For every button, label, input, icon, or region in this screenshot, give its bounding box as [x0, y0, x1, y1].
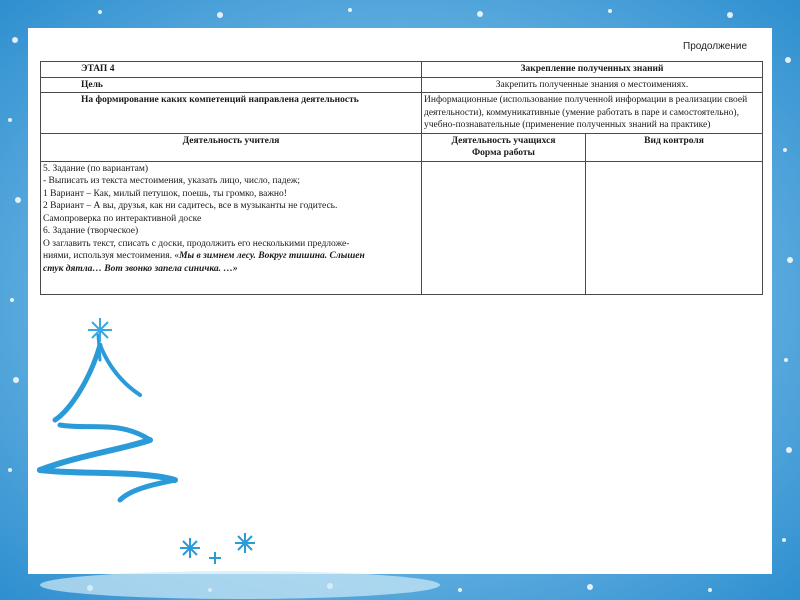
- goal-value-cell: Закрепить полученные знания о местоимениях.: [422, 77, 763, 93]
- quote-text-part2: стук дятла… Вот звонко запела синичка. …»: [43, 263, 238, 274]
- table-row-goal: [41, 77, 763, 93]
- header-control-type: Вид контроля: [586, 133, 763, 161]
- table-row-column-headers: [41, 133, 763, 161]
- competence-value-cell: Информационные (использование полученной информации в реализации своей деятельности), коммуникативные (умение работать в паре и самостоятельно), учебно-познавательные (применение полученных знаний на практике): [422, 93, 763, 134]
- stage-value-cell: Закрепление полученных знаний: [422, 62, 763, 78]
- teacher-line: 6. Задание (творческое): [43, 226, 139, 236]
- table-row-stage: [41, 62, 763, 78]
- table-row-competence: [41, 93, 763, 134]
- teacher-line: 5. Задание (по вариантам): [43, 163, 149, 174]
- teacher-line: О заглавить текст, списать с доски, продолжить его несколькими предложе-: [43, 238, 350, 249]
- goal-label-cell: Цель: [41, 77, 422, 93]
- competence-label-cell: На формирование каких компетенций направлена деятельность: [41, 93, 422, 134]
- teacher-line: - Выписать из текста местоимения, указать лицо, число, падеж;: [43, 176, 300, 186]
- header-student-activity-line1: Деятельность учащихся: [451, 135, 556, 146]
- teacher-activity-cell: [41, 161, 422, 294]
- teacher-line: ниями, используя местоимения. «: [43, 251, 180, 261]
- teacher-line: 1 Вариант – Как, милый петушок, поешь, ты громко, важно!: [43, 188, 287, 199]
- teacher-line: Самопроверка по интерактивной доске: [43, 213, 202, 224]
- header-student-activity: [422, 133, 586, 161]
- teacher-line-with-quote: [43, 250, 419, 263]
- header-work-form: Форма работы: [472, 148, 535, 158]
- header-teacher-activity: Деятельность учителя: [41, 133, 422, 161]
- teacher-line: 2 Вариант – А вы, друзья, как ни садитесь, все в музыканты не годитесь.: [43, 201, 338, 211]
- lesson-stage-table: [40, 61, 763, 295]
- continuation-label: Продолжение: [683, 41, 748, 52]
- student-activity-cell: [422, 161, 586, 294]
- control-type-cell: [586, 161, 763, 294]
- quote-text-part1: Мы в зимнем лесу. Вокруг тишина. Слышен: [179, 251, 365, 261]
- table-row-content: [41, 161, 763, 294]
- stage-label-cell: ЭТАП 4: [41, 62, 422, 78]
